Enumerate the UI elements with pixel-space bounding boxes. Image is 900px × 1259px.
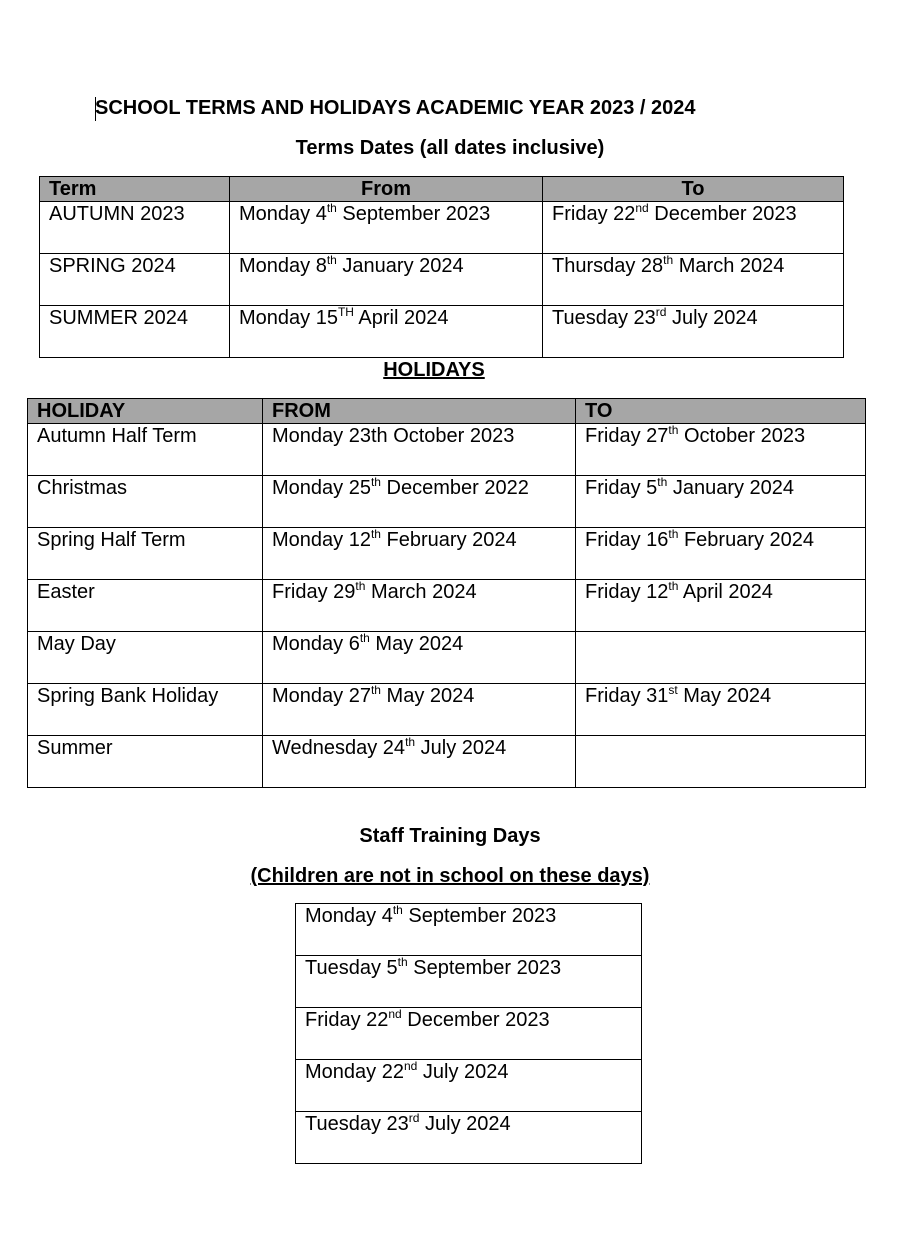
- term-from-cell-ordinal: th: [326, 201, 337, 215]
- staff-training-row: [296, 1008, 642, 1060]
- holidays-row: [28, 476, 866, 528]
- holiday-to-cell: [576, 736, 866, 788]
- staff-training-ordinal: nd: [403, 1059, 418, 1073]
- staff-training-date-cell: [296, 1008, 642, 1060]
- term-from-cell: [230, 306, 543, 358]
- holiday-name-cell: Spring Bank Holiday: [28, 684, 263, 736]
- staff-training-day: Tuesday 23: [305, 1113, 409, 1135]
- holiday-from-cell: [263, 476, 576, 528]
- terms-row: [40, 306, 844, 358]
- staff-training-row: [296, 904, 642, 956]
- term-to-cell-day: Friday 22: [552, 203, 636, 225]
- terms-row: [40, 202, 844, 254]
- holidays-row: [28, 528, 866, 580]
- holiday-to-cell-rest: January 2024: [667, 477, 795, 499]
- term-name-cell: SUMMER 2024: [40, 306, 230, 358]
- terms-column-term: Term: [40, 177, 230, 202]
- holidays-header-row: [28, 399, 866, 424]
- holiday-to-cell: [576, 684, 866, 736]
- staff-training-ordinal: nd: [388, 1007, 402, 1021]
- holiday-to-cell-rest: April 2024: [678, 581, 773, 603]
- term-to-cell-day: Tuesday 23: [552, 307, 656, 329]
- staff-training-date-cell: [296, 904, 642, 956]
- term-from-cell: [230, 254, 543, 306]
- term-to-cell-rest: March 2024: [673, 255, 785, 277]
- holidays-column-to: TO: [576, 399, 866, 424]
- holiday-to-cell: [576, 528, 866, 580]
- holiday-to-cell: [576, 632, 866, 684]
- staff-training-row: [296, 1060, 642, 1112]
- holiday-to-cell: [576, 580, 866, 632]
- holiday-to-cell-ordinal: th: [668, 579, 679, 593]
- holiday-from-cell-ordinal: th: [370, 683, 381, 697]
- staff-training-heading: Staff Training Days: [359, 825, 541, 847]
- term-from-cell-rest: September 2023: [336, 203, 491, 225]
- staff-training-ordinal: th: [392, 903, 403, 917]
- holiday-to-cell-ordinal: th: [668, 423, 679, 437]
- holiday-from-cell-day: Friday 29: [272, 581, 356, 603]
- staff-training-date-cell: [296, 1060, 642, 1112]
- staff-training-row: [296, 1112, 642, 1164]
- staff-training-rest: September 2023: [407, 957, 562, 979]
- holiday-name-cell: Spring Half Term: [28, 528, 263, 580]
- document-title: SCHOOL TERMS AND HOLIDAYS ACADEMIC YEAR 2023 / 2024: [95, 97, 696, 119]
- holidays-column-from: FROM: [263, 399, 576, 424]
- holiday-to-cell-ordinal: th: [668, 527, 679, 541]
- term-to-cell-ordinal: nd: [635, 201, 649, 215]
- holiday-from-cell-ordinal: th: [359, 631, 370, 645]
- holiday-from-cell-day: Monday 6: [272, 633, 360, 655]
- holiday-name-cell: Autumn Half Term: [28, 424, 263, 476]
- staff-training-ordinal: th: [397, 955, 408, 969]
- term-from-cell-ordinal: TH: [337, 305, 354, 319]
- staff-training-rest: July 2024: [417, 1061, 509, 1083]
- staff-training-day: Monday 4: [305, 905, 393, 927]
- staff-training-subheading: (Children are not in school on these days): [250, 865, 650, 887]
- term-to-cell-rest: December 2023: [648, 203, 797, 225]
- holiday-from-cell: [263, 580, 576, 632]
- staff-training-day: Tuesday 5: [305, 957, 398, 979]
- holiday-from-cell: [263, 528, 576, 580]
- staff-training-rest: December 2023: [401, 1009, 550, 1031]
- staff-training-rest: September 2023: [402, 905, 557, 927]
- terms-column-to: To: [543, 177, 844, 202]
- term-to-cell-rest: July 2024: [666, 307, 758, 329]
- holiday-to-cell-ordinal: th: [657, 475, 668, 489]
- term-from-cell-ordinal: th: [326, 253, 337, 267]
- holiday-from-cell-ordinal: th: [370, 475, 381, 489]
- holiday-from-cell-rest: December 2022: [380, 477, 529, 499]
- staff-training-day: Monday 22: [305, 1061, 404, 1083]
- staff-training-rest: July 2024: [419, 1113, 511, 1135]
- holiday-name-cell: Easter: [28, 580, 263, 632]
- staff-training-date-cell: [296, 1112, 642, 1164]
- holidays-row: [28, 736, 866, 788]
- holidays-row: [28, 424, 866, 476]
- term-from-cell-day: Monday 15: [239, 307, 338, 329]
- holidays-row: [28, 632, 866, 684]
- holiday-to-cell-day: Friday 31: [585, 685, 669, 707]
- holiday-to-cell-day: Friday 5: [585, 477, 658, 499]
- holiday-from-cell-rest: July 2024: [415, 737, 507, 759]
- holiday-to-cell-rest: February 2024: [678, 529, 815, 551]
- holidays-row: [28, 580, 866, 632]
- holiday-name-cell: May Day: [28, 632, 263, 684]
- holiday-to-cell-ordinal: st: [668, 683, 678, 697]
- terms-table: [39, 176, 844, 358]
- holidays-row: [28, 684, 866, 736]
- holiday-from-cell-ordinal: th: [405, 735, 416, 749]
- holiday-to-cell-day: Friday 27: [585, 425, 669, 447]
- holiday-to-cell-day: Friday 12: [585, 581, 669, 603]
- term-to-cell: [543, 306, 844, 358]
- term-to-cell-ordinal: th: [663, 253, 674, 267]
- terms-row: [40, 254, 844, 306]
- terms-column-from: From: [230, 177, 543, 202]
- term-to-cell: [543, 254, 844, 306]
- holiday-name-cell: Summer: [28, 736, 263, 788]
- holiday-from-cell: [263, 736, 576, 788]
- holidays-column-holiday: HOLIDAY: [28, 399, 263, 424]
- holiday-to-cell-rest: May 2024: [677, 685, 772, 707]
- term-from-cell-day: Monday 4: [239, 203, 327, 225]
- staff-training-day: Friday 22: [305, 1009, 389, 1031]
- terms-heading: Terms Dates (all dates inclusive): [295, 137, 605, 159]
- staff-training-date-cell: [296, 956, 642, 1008]
- holiday-from-cell-ordinal: th: [370, 527, 381, 541]
- holiday-from-cell-day: Monday 25: [272, 477, 371, 499]
- holiday-to-cell-rest: October 2023: [678, 425, 806, 447]
- holiday-to-cell-day: Friday 16: [585, 529, 669, 551]
- holiday-from-cell-rest: February 2024: [380, 529, 517, 551]
- holidays-heading: HOLIDAYS: [383, 359, 485, 381]
- holidays-table: [27, 398, 866, 788]
- term-name-cell: SPRING 2024: [40, 254, 230, 306]
- holiday-to-cell: [576, 476, 866, 528]
- terms-header-row: [40, 177, 844, 202]
- holiday-from-cell: [263, 424, 576, 476]
- term-from-cell-rest: April 2024: [353, 307, 449, 329]
- holiday-from-cell-ordinal: th: [355, 579, 366, 593]
- term-from-cell-rest: January 2024: [336, 255, 464, 277]
- holiday-name-cell: Christmas: [28, 476, 263, 528]
- holiday-from-cell-rest: May 2024: [380, 685, 475, 707]
- term-name-cell: AUTUMN 2023: [40, 202, 230, 254]
- holiday-from-cell-day: Wednesday 24: [272, 737, 406, 759]
- holiday-from-cell-day: Monday 27: [272, 685, 371, 707]
- term-to-cell-ordinal: rd: [655, 305, 667, 319]
- term-to-cell-day: Thursday 28: [552, 255, 664, 277]
- holiday-from-cell-rest: May 2024: [369, 633, 464, 655]
- staff-training-ordinal: rd: [408, 1111, 420, 1125]
- holiday-from-cell-day: Monday 23th October 2023: [272, 425, 515, 447]
- term-from-cell: [230, 202, 543, 254]
- term-from-cell-day: Monday 8: [239, 255, 327, 277]
- term-to-cell: [543, 202, 844, 254]
- staff-training-table: [295, 903, 642, 1164]
- holiday-from-cell-rest: March 2024: [365, 581, 477, 603]
- holiday-to-cell: [576, 424, 866, 476]
- holiday-from-cell: [263, 684, 576, 736]
- staff-training-row: [296, 956, 642, 1008]
- holiday-from-cell-day: Monday 12: [272, 529, 371, 551]
- holiday-from-cell: [263, 632, 576, 684]
